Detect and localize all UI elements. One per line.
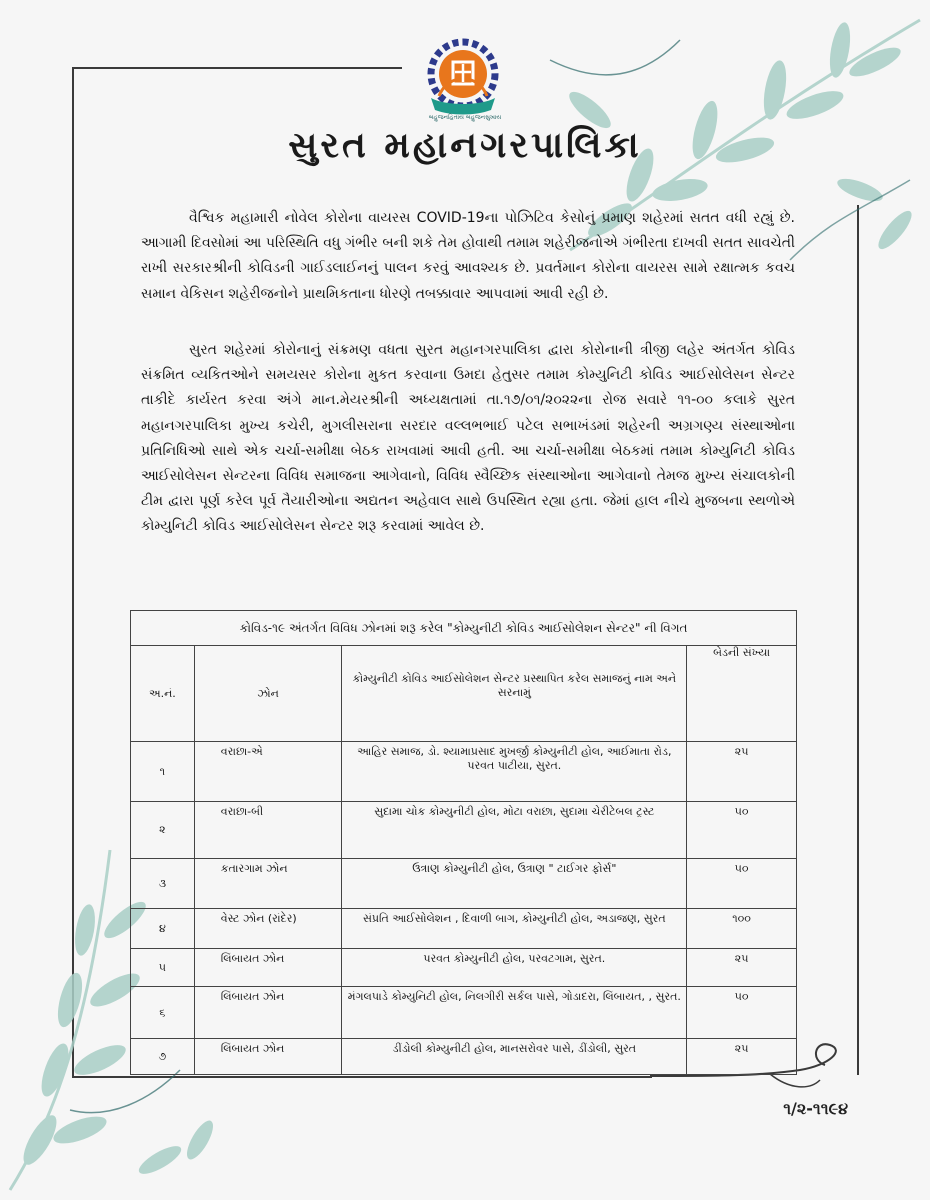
logo-caption: બહુજનહિતાય બહુજનસુખાય xyxy=(428,114,502,121)
table-row xyxy=(131,742,797,802)
row-bed-count: ૫૦ xyxy=(687,859,797,909)
isolation-centers-table xyxy=(130,610,797,1075)
row-zone: લિંબાયત ઝોન xyxy=(194,949,342,987)
page-number: ૧/૨-૧૧૯૪ xyxy=(783,1099,848,1118)
table-row xyxy=(131,987,797,1039)
table-row xyxy=(131,1039,797,1075)
table-row xyxy=(131,802,797,859)
row-address: સુદામા ચોક કોમ્યુનીટી હોલ, મોટા વરાછા, સુદામા ચેરીટેબલ ટ્રસ્ટ xyxy=(342,802,687,859)
row-bed-count: ૨૫ xyxy=(687,742,797,802)
row-serial-number: ૩ xyxy=(131,859,195,909)
row-serial-number: ૨ xyxy=(131,802,195,859)
row-address: આહિર સમાજ, ડો. શ્યામાપ્રસાદ મુખર્જી કોમ્યુનીટી હોલ, આઈમાતા રોડ, પરવત પાટીયા, સુરત. xyxy=(342,742,687,802)
paragraph-1 xyxy=(141,206,795,307)
header-address: કોમ્યુનીટી કોવિડ આઈસોલેશન સેન્ટર પ્રસ્થાપિત કરેલ સમાજનું નામ અને સરનામું xyxy=(342,646,687,742)
row-zone: કતારગામ ઝોન xyxy=(194,859,342,909)
row-serial-number: ૬ xyxy=(131,987,195,1039)
paragraph-2 xyxy=(141,338,795,540)
row-zone: લિંબાયત ઝોન xyxy=(194,1039,342,1075)
row-zone: વરાછા-બી xyxy=(194,802,342,859)
row-zone: વરાછા-એ xyxy=(194,742,342,802)
table-row xyxy=(131,859,797,909)
page-title: સુરત મહાનગરપાલિકા xyxy=(288,124,642,166)
row-address: પરવત કોમ્યુનીટી હોલ, પરવટગામ, સુરત. xyxy=(342,949,687,987)
header-bed-count: બેડની સંખ્યા xyxy=(687,646,797,742)
frame-right-line xyxy=(857,205,859,1075)
row-bed-count: ૧૦૦ xyxy=(687,909,797,949)
row-address: ઉત્રાણ કોમ્યુનીટી હોલ, ઉત્રાણ " ટાઈગર ફોર્સ" xyxy=(342,859,687,909)
row-zone: લિંબાયત ઝોન xyxy=(194,987,342,1039)
table-caption-row xyxy=(131,611,797,646)
header-serial-number: અ.નં. xyxy=(131,646,195,742)
row-address: મંગલપાડે કોમ્યુનિટી હોલ, નિલગીરી સર્કલ પાસે, ગોડાદરા, લિંબાયત, , સુરત. xyxy=(342,987,687,1039)
row-serial-number: ૫ xyxy=(131,949,195,987)
row-serial-number: ૭ xyxy=(131,1039,195,1075)
row-address: ડીંડોલી કોમ્યુનીટી હોલ, માનસરોવર પાસે, ડીંડોલી, સુરત xyxy=(342,1039,687,1075)
smc-logo-icon xyxy=(425,36,501,120)
row-bed-count: ૫૦ xyxy=(687,802,797,859)
table-row xyxy=(131,949,797,987)
row-zone: વેસ્ટ ઝોન (રાંદેર) xyxy=(194,909,342,949)
row-serial-number: ૧ xyxy=(131,742,195,802)
table-caption: કોવિડ-૧૯ અંતર્ગત વિવિધ ઝોનમાં શરૂ કરેલ "કોમ્યુનીટી કોવિડ આઈસોલેશન સેન્ટર" ની વિગત xyxy=(131,611,797,646)
row-serial-number: ૪ xyxy=(131,909,195,949)
paragraph-1-text: વૈશ્વિક મહામારી નોવેલ કોરોના વાયરસ COVID-19ના પોઝિટિવ કેસોનું પ્રમાણ શહેરમાં સતત વધી રહ્યું છે. આગામી દિવસોમાં આ પરિસ્થિતિ વધુ ગંભીર બની શકે તેમ હોવાથી તમામ શહેરીજનોએ ગંભીરતા દાખવી સતત સાવચેતી રાખી સરકારશ્રીની કોવિડની ગાઈડલાઈનનું પાલન કરવું આવશ્યક છે. પ્રવર્તમાન કોરોના વાયરસ સામે રક્ષાત્મક કવચ સમાન વેકિસન શહેરીજનોને પ્રાથમિકતાના ધોરણે તબક્કાવાર આપવામાં આવી રહી છે. xyxy=(141,210,795,302)
row-bed-count: ૨૫ xyxy=(687,949,797,987)
table-row xyxy=(131,909,797,949)
row-address: સંપ્રતિ આઈસોલેશન , દિવાળી બાગ, કોમ્યુનીટી હોલ, અડાજણ, સુરત xyxy=(342,909,687,949)
frame-top-line xyxy=(72,67,402,69)
header-zone: ઝોન xyxy=(194,646,342,742)
row-bed-count: ૨૫ xyxy=(687,1039,797,1075)
table-header-row xyxy=(131,646,797,742)
row-bed-count: ૫૦ xyxy=(687,987,797,1039)
paragraph-2-text: સુરત શહેરમાં કોરોનાનું સંક્રમણ વધતા સુરત મહાનગરપાલિકા દ્વારા કોરોનાની ત્રીજી લહેર અંતર્ગત કોવિડ સંક્રમિત વ્યકિતઓને સમયસર કોરોના મુકત કરવાના ઉમદા હેતુસર તમામ કોમ્યુનિટી કોવિડ આઈસોલેસન સેન્ટર તાકીદે કાર્યરત કરવા અંગે માન.મેયરશ્રીની અધ્યક્ષતામાં તા.૧૭/૦૧/૨૦૨૨ના રોજ સવારે ૧૧-૦૦ કલાકે સુરત મહાનગરપાલિકા મુખ્ય કચેરી, મુગલીસરાના સરદાર વલ્લભભાઈ પટેલ સભાખંડમાં શહેરની અગ્રગણ્ય સંસ્થાઓના પ્રતિનિધિઓ સાથે એક ચર્ચા-સમીક્ષા બેઠક રાખવામાં આવી હતી. આ ચર્ચા-સમીક્ષા બેઠકમાં તમામ કોમ્યુનિટી કોવિડ આઈસોલેસન સેન્ટરના વિવિધ સમાજના આગેવાનો, વિવિધ સ્વૈચ્છિક સંસ્થાઓના આગેવાનો તેમજ મુખ્ય સંચાલકોની ટીમ દ્વારા પૂર્ણ કરેલ પૂર્વ તૈયારીઓના અદ્યતન અહેવાલ સાથે ઉપસ્થિત રહ્યા હતા. જેમાં હાલ નીચે મુજબના સ્થળોએ કોમ્યુનિટી કોવિડ આઈસોલેસન સેન્ટર શરૂ કરવામાં આવેલ છે. xyxy=(141,342,795,535)
